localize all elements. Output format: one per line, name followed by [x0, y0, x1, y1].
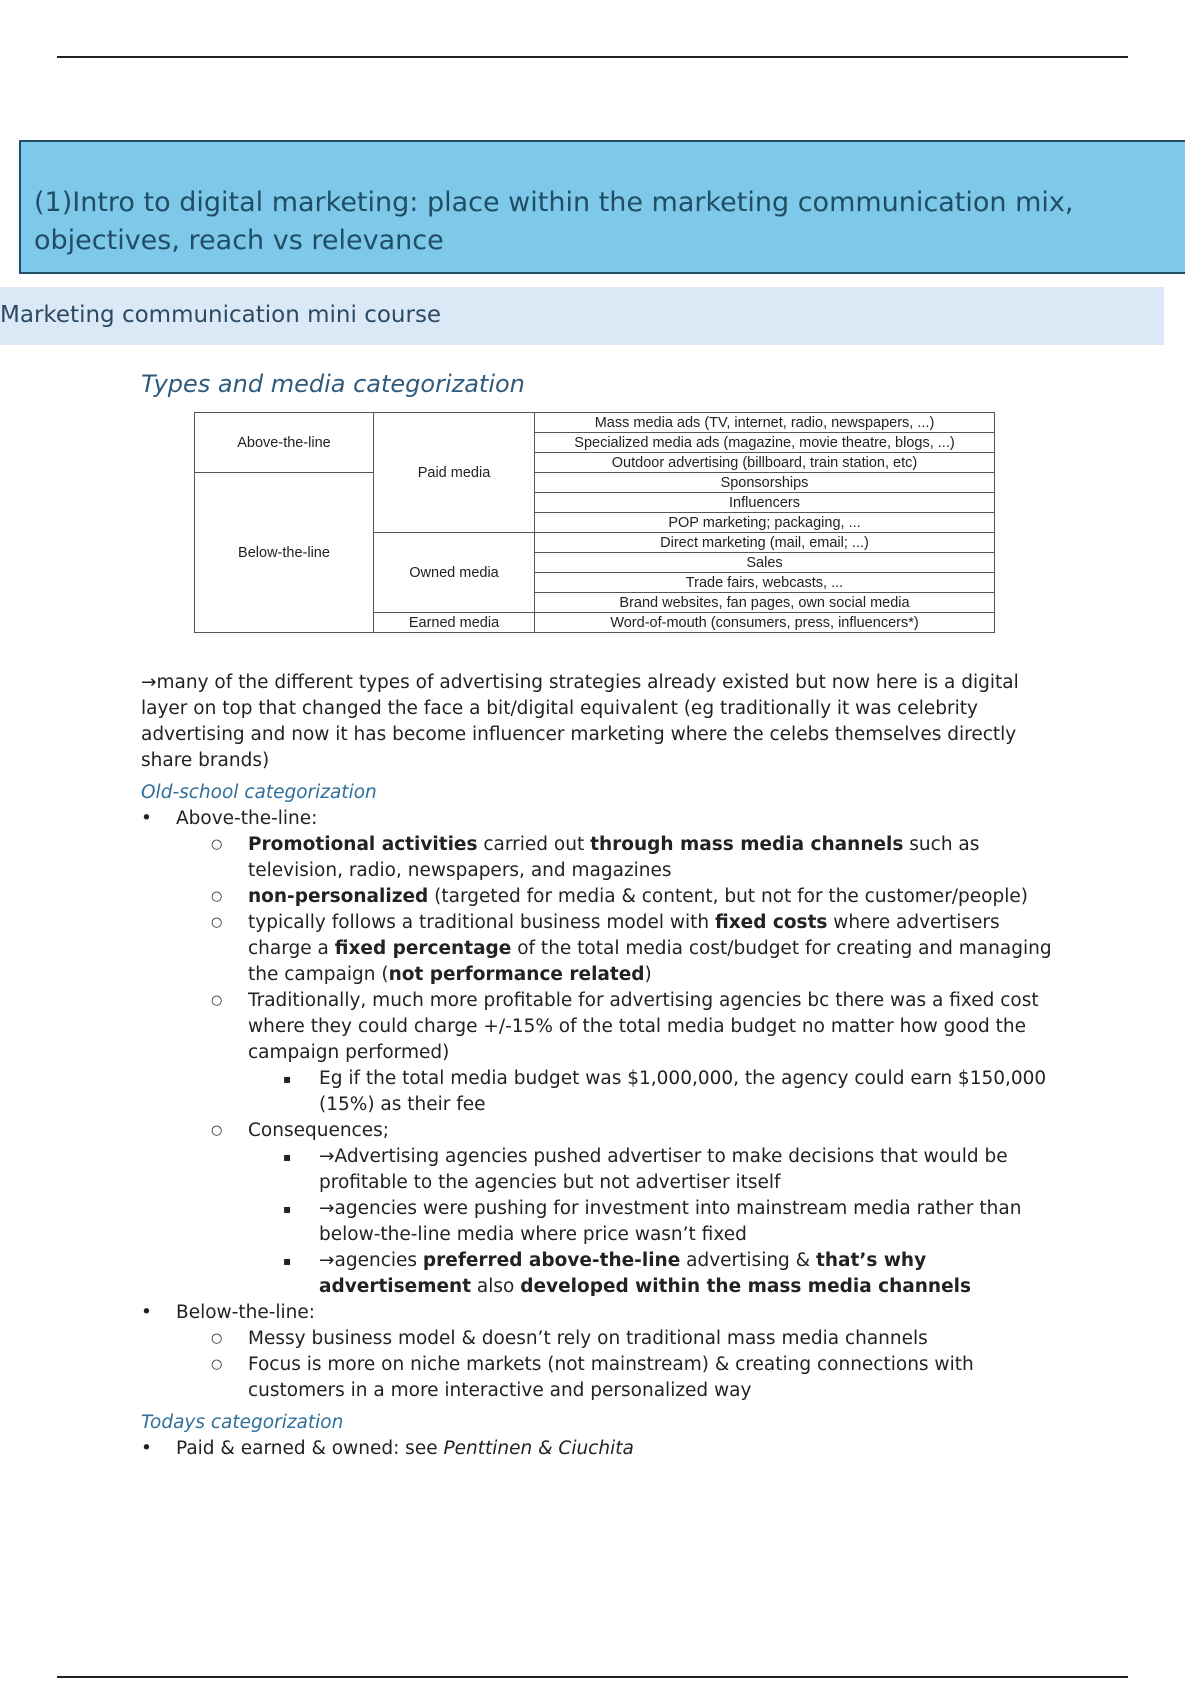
- list-item-level-3: [141, 1248, 1061, 1300]
- text-segment: Traditionally, much more profitable for advertising agencies bc there was a fixed cost where they could charge +/-15% of the total media budget no matter how good the campaign performed): [248, 990, 1039, 1063]
- media-categorization-table: [194, 412, 995, 633]
- heading-2-box: [0, 287, 1164, 345]
- list-item-level-3: [141, 1196, 1061, 1248]
- heading-1-box: [19, 140, 1185, 274]
- old-school-heading: Old-school categorization: [141, 782, 377, 803]
- text-segment: Promotional activities: [248, 834, 478, 855]
- list-item-level-3: [141, 1066, 1061, 1118]
- header-rule: [57, 56, 1128, 58]
- list-item-level-2: [141, 910, 1061, 988]
- cell-item: Brand websites, fan pages, own social media: [535, 593, 995, 613]
- bullet-icon: ▪: [283, 1254, 292, 1268]
- intro-paragraph: →many of the different types of advertising strategies already existed but now here is a digital layer on top that changed the face a bit/digital equivalent (eg traditionally it was celebrity advertising and now it has become influencer marketing where the celebs themselves directly share brands): [141, 672, 1019, 771]
- bullet-icon: ▪: [283, 1202, 292, 1216]
- text-segment: of the total media cost/budget for creating and managing the campaign (: [248, 938, 1052, 985]
- cell-item: Outdoor advertising (billboard, train station, etc): [535, 453, 995, 473]
- list-item-level-3: [141, 1144, 1061, 1196]
- cell-item: Sponsorships: [535, 473, 995, 493]
- list-item-level-1: [141, 806, 1061, 832]
- list-item-level-2: [141, 1326, 1061, 1352]
- text-segment: Eg if the total media budget was $1,000,000, the agency could earn $150,000 (15%) as their fee: [319, 1068, 1047, 1115]
- list-item-level-2: [141, 1352, 1061, 1404]
- text-segment: typically follows a traditional business model with: [248, 912, 715, 933]
- bullet-icon: ○: [211, 1357, 223, 1372]
- text-segment: developed within the mass media channels: [520, 1276, 971, 1297]
- text-segment: carried out: [477, 834, 591, 855]
- text-segment: Messy business model & doesn’t rely on traditional mass media channels: [248, 1328, 928, 1349]
- list-item-level-2: [141, 832, 1061, 884]
- text-segment: Penttinen & Ciuchita: [443, 1438, 634, 1459]
- cell-paid-media: Paid media: [374, 413, 535, 533]
- cell-item: Sales: [535, 553, 995, 573]
- heading-3: Types and media categorization: [141, 370, 525, 398]
- text-segment: Paid & earned & owned: see: [176, 1438, 444, 1459]
- text-segment: that’s why advertisement: [319, 1250, 927, 1297]
- bullet-icon: ▪: [283, 1150, 292, 1164]
- text-segment: also: [471, 1276, 521, 1297]
- bullet-icon: •: [141, 808, 152, 829]
- list-item-level-2: [141, 988, 1061, 1066]
- cell-item: Mass media ads (TV, internet, radio, newspapers, ...): [535, 413, 995, 433]
- heading-2: Marketing communication mini course: [0, 302, 442, 328]
- bullet-icon: ○: [211, 889, 223, 904]
- cell-item: Specialized media ads (magazine, movie theatre, blogs, ...): [535, 433, 995, 453]
- bullet-icon: ▪: [283, 1072, 292, 1086]
- text-segment: Consequences;: [248, 1120, 389, 1141]
- text-segment: →Advertising agencies pushed advertiser to make decisions that would be profitable to the agencies but not advertiser itself: [319, 1146, 1008, 1193]
- list-item-level-2: [141, 1118, 1061, 1144]
- bullet-icon: ○: [211, 1331, 223, 1346]
- list-item-level-2: [141, 884, 1061, 910]
- text-segment: non-personalized: [248, 886, 429, 907]
- cell-item: Trade fairs, webcasts, ...: [535, 573, 995, 593]
- cell-item: Word-of-mouth (consumers, press, influencers*): [535, 613, 995, 633]
- bullet-icon: ○: [211, 915, 223, 930]
- text-segment: preferred above-the-line: [422, 1250, 681, 1271]
- text-segment: →agencies: [319, 1250, 423, 1271]
- cell-item: Direct marketing (mail, email; ...): [535, 533, 995, 553]
- cell-item: POP marketing; packaging, ...: [535, 513, 995, 533]
- text-segment: fixed costs: [715, 912, 828, 933]
- cell-item: Influencers: [535, 493, 995, 513]
- list-item-level-1: [141, 1300, 1061, 1326]
- text-segment: where advertisers charge a: [248, 912, 1000, 959]
- text-segment: fixed percentage: [334, 938, 512, 959]
- text-segment: such as television, radio, newspapers, and magazines: [248, 834, 980, 881]
- text-segment: through mass media channels: [590, 834, 904, 855]
- text-segment: ): [644, 964, 652, 985]
- old-school-list: [141, 806, 1061, 1404]
- document-body: [141, 670, 1061, 1462]
- bullet-icon: ○: [211, 993, 223, 1008]
- todays-heading: Todays categorization: [141, 1412, 344, 1433]
- text-segment: advertising &: [680, 1250, 816, 1271]
- text-segment: not performance related: [388, 964, 645, 985]
- bullet-icon: ○: [211, 837, 223, 852]
- cell-earned-media: Earned media: [374, 613, 535, 633]
- text-segment: Focus is more on niche markets (not mainstream) & creating connections with customers in a more interactive and personalized way: [248, 1354, 974, 1401]
- bullet-icon: ○: [211, 1123, 223, 1138]
- text-segment: (targeted for media & content, but not for the customer/people): [428, 886, 1028, 907]
- todays-list: [141, 1436, 1061, 1462]
- text-segment: Above-the-line:: [176, 808, 318, 829]
- bullet-icon: •: [141, 1302, 152, 1323]
- list-item-level-1: [141, 1436, 1061, 1462]
- cell-owned-media: Owned media: [374, 533, 535, 613]
- footer-rule: [57, 1676, 1128, 1678]
- text-segment: →agencies were pushing for investment into mainstream media rather than below-the-line media where price wasn’t fixed: [319, 1198, 1022, 1245]
- cell-above-the-line: Above-the-line: [195, 413, 374, 473]
- cell-below-the-line: Below-the-line: [195, 473, 374, 633]
- heading-1: (1)Intro to digital marketing: place within the marketing communication mix, objectives, reach vs relevance: [34, 187, 1074, 256]
- text-segment: Below-the-line:: [176, 1302, 315, 1323]
- bullet-icon: •: [141, 1438, 152, 1459]
